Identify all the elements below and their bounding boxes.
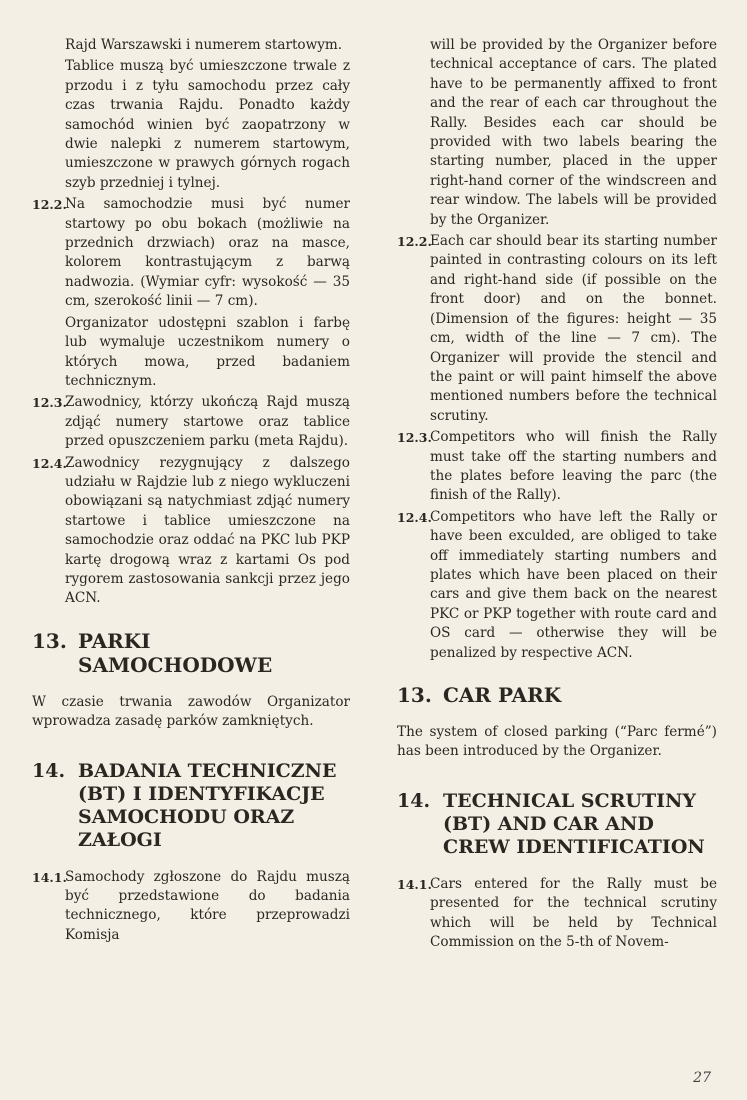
intro-paragraph: will be provided by the Organizer before technical acceptance of cars. The plated have to be permanently affixed to front and the rear of each car throughout the Rally. Besides each car should be provided with two labels bearing the starting number, placed in the upper right-hand corner of the windscreen and rear window. The labels will be provided by the Organizer. [430, 37, 717, 228]
item-number: 12.4. [397, 509, 432, 525]
section-number: 13. [397, 683, 432, 707]
section-number: 14. [397, 789, 431, 812]
section-13-heading [32, 629, 350, 677]
list-item [32, 393, 350, 451]
section-title: CAR PARK [443, 683, 562, 707]
section-13-paragraph: W czasie trwania zawodów Organizator wprowadza zasadę parków zamkniętych. [32, 693, 350, 730]
item-text: Na samochodzie musi być numer startowy po obu bokach (możliwie na przednich drzwiach) oraz na masce, kolorem kontrastującym z barwą nadwozia. (Wymiar cyfr: wysokość — 35 cm, szerokość linii — 7 cm). [65, 196, 350, 310]
list-item [32, 454, 350, 609]
item-text: Competitors who will finish the Rally must take off the starting numbers and the plates before leaving the parc (the finish of the Rally). [430, 429, 717, 504]
item-number: 12.4. [32, 455, 67, 471]
item-text: Organizator udostępni szablon i farbę lub wymaluje uczestnikom numery o których mowa, przed badaniem technicznym. [65, 314, 350, 389]
section-14-heading [397, 790, 717, 859]
polish-column [32, 36, 350, 947]
section-title: PARKI SAMOCHODOWE [78, 628, 273, 677]
section-number: 14. [32, 759, 66, 782]
english-column [397, 36, 717, 954]
list-item [397, 428, 717, 506]
section-13-heading [397, 683, 717, 707]
item-number: 14.1. [397, 876, 432, 892]
item-number: 12.3. [32, 395, 67, 411]
item-number: 14.1. [32, 869, 67, 885]
item-text: Zawodnicy, którzy ukończą Rajd muszą zdjąć numery startowe oraz tablice przed opuszczeniem parku (meta Rajdu). [65, 394, 350, 450]
item-text: Zawodnicy rezygnujący z dalszego udziału w Rajdzie lub z niego wykluczeni obowiązani są natychmiast zdjąć numery startowe i tablice umieszczone na samochodzie oraz oddać na PKC lub PKP kartę drogową wraz z kartami Os pod rygorem zastosowania sankcji przez jego ACN. [65, 454, 350, 607]
item-number: 12.3. [397, 430, 432, 446]
item-text: Samochody zgłoszone do Rajdu muszą być przedstawione do badania technicznego, które przeprowadzi Komisja [65, 868, 350, 943]
intro-paragraph: Rajd Warszawski i numerem startowym. [65, 37, 343, 53]
page-number: 27 [693, 1070, 711, 1086]
item-text: Competitors who have left the Rally or have been exculded, are obliged to take off immediately starting numbers and plates which have been placed on their cars and give them back on the nearest PKC or PKP together with route card and OS card — otherwise they will be penalized by respective ACN. [430, 508, 717, 661]
list-item [32, 314, 350, 392]
section-13-paragraph: The system of closed parking (“Parc fermé”) has been introduced by the Organizer. [397, 724, 717, 760]
item-number [32, 314, 65, 392]
item-number: 12.2. [397, 234, 432, 250]
section-title: BADANIA TECHNICZNE (BT) I IDENTYFIKACJE SAMOCHODU ORAZ ZAŁOGI [78, 759, 337, 851]
list-item [397, 232, 717, 426]
list-item [32, 868, 350, 946]
item-text: Each car should bear its starting number painted in contrasting colours on its left and right-hand side (if possible on the front door) and on the bonnet. (Dimension of the figures: height — 35 cm, width of the line — 7 cm). The Organizer will provide the stencil and the paint or will paint himself the above mentioned numbers before the technical scrutiny. [430, 233, 717, 424]
item-number: 12.2. [32, 197, 67, 213]
list-item [32, 195, 350, 311]
list-item [397, 508, 717, 663]
item-text: Cars entered for the Rally must be presented for the technical scrutiny which will be held by Technical Commission on the 5-th of Novem- [430, 875, 717, 951]
section-title: TECHNICAL SCRUTINY (BT) AND CAR AND CREW IDENTIFICATION [443, 789, 705, 858]
section-number: 13. [32, 628, 67, 653]
list-item [397, 875, 717, 953]
section-14-heading [32, 760, 350, 852]
plates-paragraph: Tablice muszą być umieszczone trwale z przodu i z tyłu samochodu przez cały czas trwania Rajdu. Ponadto każdy samochód winien być zaopatrzony w dwie nalepki z numerem startowym, umieszczone w prawych górnych rogach szyb przedniej i tylnej. [65, 58, 350, 191]
